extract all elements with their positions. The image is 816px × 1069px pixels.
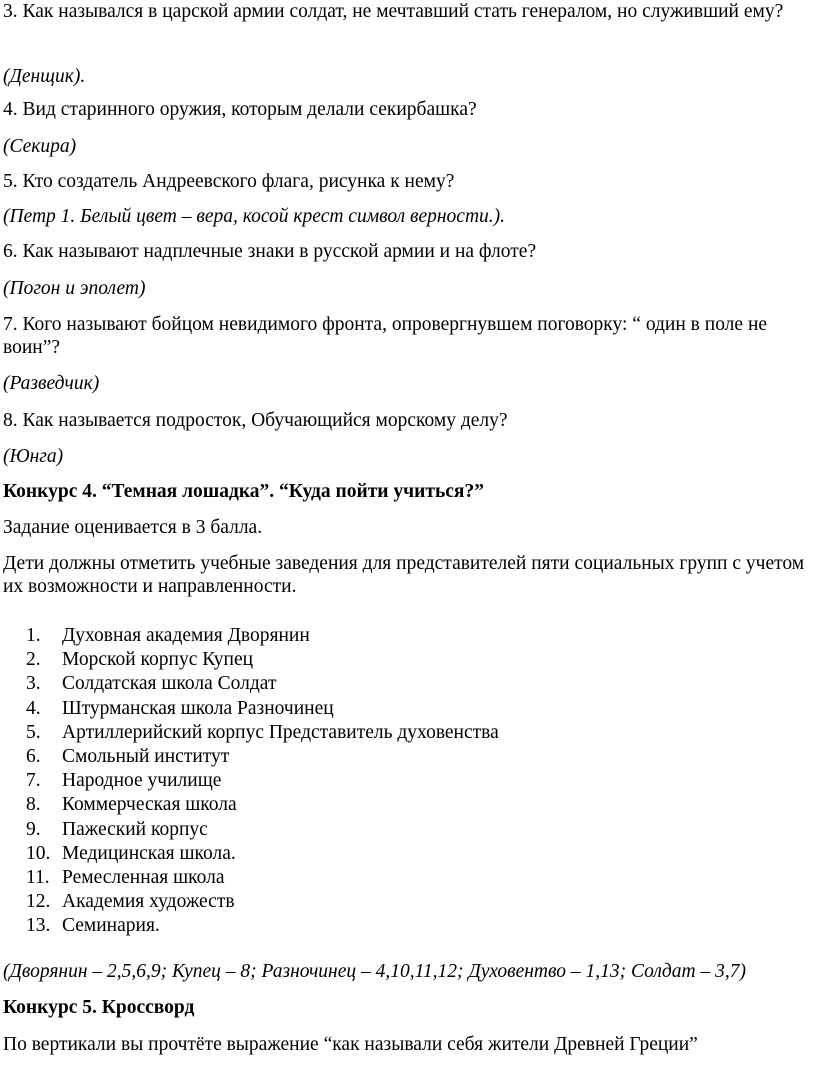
list-item [26, 842, 499, 866]
list-item-text: Смольный институт [62, 745, 230, 767]
list-item-text: Академия художеств [62, 891, 235, 913]
answer-7: (Разведчик) [3, 373, 100, 394]
list-item-number: 3. [26, 673, 41, 695]
list-item-number: 7. [26, 770, 41, 792]
list-item [26, 697, 499, 721]
list-item-number: 5. [26, 721, 41, 743]
list-item [26, 648, 499, 672]
list-item [26, 818, 499, 842]
list-item-number: 2. [26, 649, 41, 671]
answer-4: (Секира) [3, 136, 77, 157]
contest-5-heading: Конкурс 5. Кроссворд [3, 997, 195, 1018]
question-3: 3. Как назывался в царской армии солдат, не мечтавший стать генералом, но служивший ему? [3, 1, 784, 22]
list-item-number: 13. [26, 915, 51, 937]
list-item [26, 624, 499, 648]
list-item [26, 721, 499, 745]
list-item-number: 12. [26, 891, 51, 913]
contest-5-task: По вертикали вы прочтёте выражение “как называли себя жители Древней Греции” [3, 1034, 698, 1055]
list-item-text: Пажеский корпус [62, 818, 208, 840]
list-item [26, 890, 499, 914]
list-item-number: 6. [26, 745, 41, 767]
list-item-text: Ремесленная школа [62, 866, 225, 888]
question-7: 7. Кого называют бойцом невидимого фронта, опровергнувшем поговорку: “ один в поле не воин”? [3, 314, 768, 358]
list-item-text: Штурманская школа Разночинец [62, 697, 334, 719]
list-item [26, 793, 499, 817]
question-8: 8. Как называется подросток, Обучающийся морскому делу? [3, 410, 508, 431]
list-item-text: Народное училище [62, 770, 222, 792]
list-item-text: Семинария. [62, 915, 160, 937]
list-item-number: 9. [26, 818, 41, 840]
list-item [26, 914, 499, 938]
contest-4-answer: (Дворянин – 2,5,6,9; Купец – 8; Разночинец – 4,10,11,12; Духовентво – 1,13; Солдат – 3,7) [3, 961, 746, 982]
list-item [26, 672, 499, 696]
list-item-text: Морской корпус Купец [62, 649, 254, 671]
list-item-number: 10. [26, 842, 51, 864]
list-item-number: 1. [26, 625, 41, 646]
list-item [26, 745, 499, 769]
answer-5: (Петр 1. Белый цвет – вера, косой крест символ верности.). [3, 206, 506, 227]
list-item-number: 8. [26, 794, 41, 816]
list-item-text: Артиллерийский корпус Представитель духовенства [62, 721, 499, 743]
question-5: 5. Кто создатель Андреевского флага, рисунка к нему? [3, 171, 455, 192]
list-item-text: Солдатская школа Солдат [62, 673, 277, 695]
list-item-text: Медицинская школа. [62, 842, 236, 864]
list-item [26, 866, 499, 890]
answer-8: (Юнга) [3, 446, 64, 467]
question-4: 4. Вид старинного оружия, которым делали секирбашка? [3, 99, 477, 120]
answer-6: (Погон и эполет) [3, 278, 146, 299]
list-item-text: Коммерческая школа [62, 794, 237, 816]
contest-4-heading: Конкурс 4. “Темная лошадка”. “Куда пойти учиться?” [3, 481, 484, 502]
contest-4-task: Дети должны отметить учебные заведения для представителей пяти социальных групп с учетом их возможности и направленности. [3, 553, 805, 597]
list-item [26, 769, 499, 793]
question-6: 6. Как называют надплечные знаки в русской армии и на флоте? [3, 241, 537, 262]
list-item-number: 11. [26, 866, 50, 888]
list-item-number: 4. [26, 697, 41, 719]
list-item-text: Духовная академия Дворянин [62, 625, 310, 646]
contest-4-score: Задание оценивается в 3 балла. [3, 517, 263, 538]
answer-3: (Денщик). [3, 66, 86, 87]
institutions-list [26, 624, 499, 938]
